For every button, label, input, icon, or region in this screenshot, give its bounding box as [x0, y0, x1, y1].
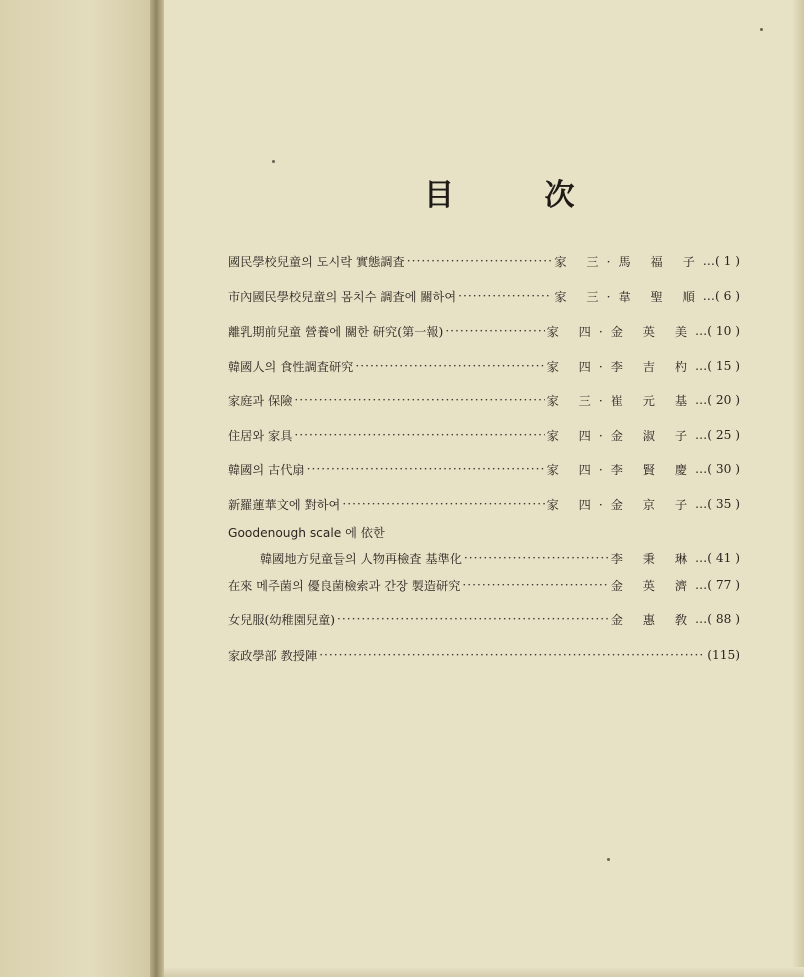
entry-author: 家 三·韋 聖 順 [554, 289, 703, 304]
entry-title-line1: Goodenough scale 에 依한 [228, 526, 385, 540]
leader-dots [355, 359, 544, 373]
paper-speck [607, 858, 610, 861]
leader-dots [407, 254, 553, 268]
leader-dots [319, 648, 705, 662]
entry-title: 住居와 家具 [228, 428, 293, 443]
entry-author: 家 四·金 淑 子 [546, 428, 696, 443]
leader-dots [337, 612, 609, 626]
toc-entry [228, 458, 740, 480]
entry-author: 家 三·馬 福 子 [554, 254, 703, 269]
book-gutter [150, 0, 164, 977]
entry-title: 在來 메주菌의 優良菌檢索과 간장 製造研究 [228, 578, 461, 593]
entry-title: 女兒服(幼稚園兒童) [228, 612, 336, 627]
left-page [0, 0, 150, 977]
entry-title: 國民學校兒童의 도시락 實態調査 [228, 254, 405, 269]
entry-page: …( 6 ) [702, 289, 740, 303]
entry-page: …( 35 ) [695, 497, 740, 511]
entry-title: 新羅蓮華文에 對하여 [228, 497, 341, 512]
paper-speck [760, 28, 763, 31]
leader-dots [462, 578, 608, 592]
entry-page: (115) [707, 648, 740, 662]
entry-author: 家 四·金 英 美 [546, 324, 696, 339]
leader-dots [307, 462, 545, 476]
leader-dots [342, 497, 544, 511]
page-bottom-edge [164, 967, 804, 977]
entry-author: 金 惠 敎 [610, 612, 696, 627]
entry-page: …( 88 ) [695, 612, 740, 626]
entry-title: 家政學部 教授陣 [228, 648, 318, 663]
toc-entry [228, 574, 740, 596]
page-title: 目 次 [424, 178, 615, 213]
toc-entry [228, 320, 740, 342]
entry-page: …( 30 ) [695, 462, 740, 476]
toc-entry [260, 547, 740, 569]
toc-entry [228, 608, 740, 630]
leader-dots [445, 324, 544, 338]
toc-entry [228, 644, 740, 666]
toc-entry [228, 389, 740, 411]
entry-page: …( 25 ) [695, 428, 740, 442]
toc-entry [228, 424, 740, 446]
entry-author: 金 英 濟 [610, 578, 696, 593]
toc-entry [228, 285, 740, 307]
leader-dots [464, 551, 609, 565]
entry-title: 韓國人의 食性調査研究 [228, 359, 354, 374]
paper-speck [272, 160, 275, 163]
page-edge [792, 0, 804, 977]
entry-page: …( 20 ) [695, 393, 740, 407]
entry-author: 家 四·金 京 子 [546, 497, 696, 512]
entry-page: …( 1 ) [702, 254, 740, 268]
entry-title: 韓國地方兒童들의 人物再檢査 基準化 [260, 551, 462, 566]
entry-author: 家 四·李 吉 杓 [546, 359, 696, 374]
entry-title: 市內國民學校兒童의 몸치수 調査에 關하여 [228, 289, 457, 304]
toc-entry [228, 355, 740, 377]
entry-title: 家庭과 保險 [228, 393, 293, 408]
entry-title: 韓國의 古代扇 [228, 462, 305, 477]
toc-entry [228, 250, 740, 272]
entry-author: 李 秉 琳 [610, 551, 696, 566]
entry-author: 家 四·李 賢 慶 [546, 462, 696, 477]
entry-title: 離乳期前兒童 營養에 關한 研究(第一報) [228, 324, 444, 339]
toc-entry [228, 493, 740, 515]
entry-page: …( 15 ) [695, 359, 740, 373]
entry-page: …( 77 ) [695, 578, 740, 592]
leader-dots [294, 393, 544, 407]
entry-author: 家 三·崔 元 基 [546, 393, 696, 408]
entry-page: …( 41 ) [695, 551, 740, 565]
leader-dots [294, 428, 544, 442]
leader-dots [458, 289, 552, 303]
entry-page: …( 10 ) [695, 324, 740, 338]
